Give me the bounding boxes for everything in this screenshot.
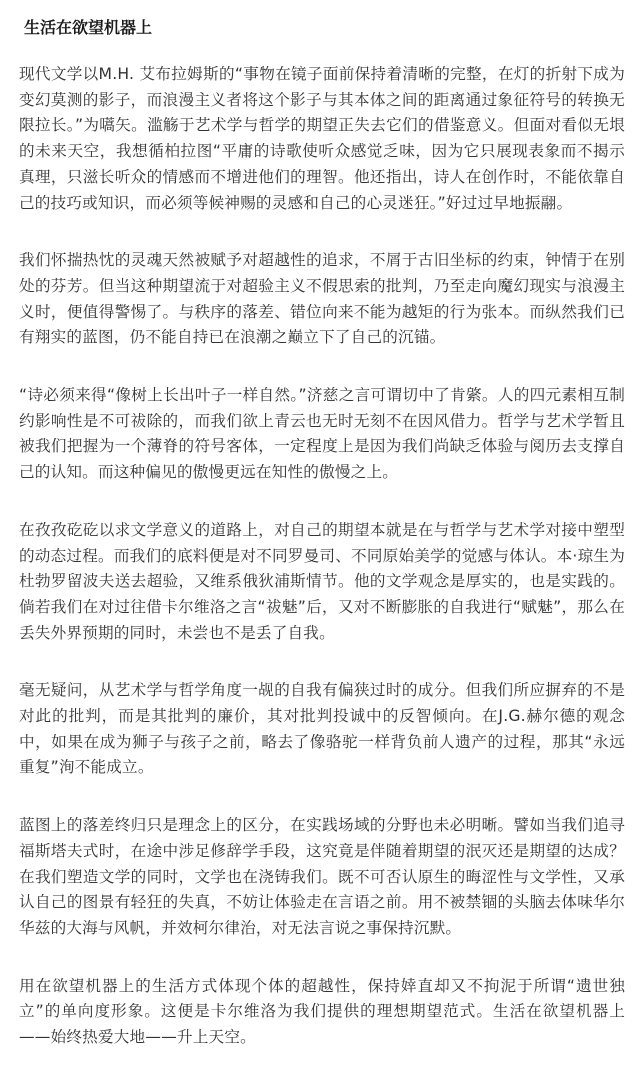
paragraph-6: 蓝图上的落差终归只是理念上的区分，在实践场域的分野也未必明晰。譬如当我们追寻福斯塔夫式时，在途中涉足修辞学手段，这究竟是伴随着期望的泯灭还是期望的达成？在我们塑造文学的同时，文学也在浇铸我们。既不可否认原生的晦涩性与文学性，又承认自己的图景有轻狂的失真，不妨让体验走在言语之前。用不被禁锢的头脑去体味华尔华兹的大海与风帆，并效柯尔律治，对无法言说之事保持沉默。 [19,816,625,937]
paragraph-4: 在孜孜矻矻以求文学意义的道路上，对自己的期望本就是在与哲学与艺术学对接中塑型的动态过程。而我们的底料便是对不同罗曼司、不同原始美学的觉感与体认。本·琼生为杜勃罗留波夫送去超验，又维系俄狄浦斯情节。他的文学观念是厚实的，也是实践的。倘若我们在对过往借卡尔维洛之言“祓魅”后，又对不断膨胀的自我进行“赋魅”，那么在丢失外界预期的同时，未尝也不是丢了自我。 [19,520,625,642]
paragraph-2: 我们怀揣热忱的灵魂天然被赋予对超越性的追求，不屑于古旧坐标的约束，钟情于在别处的芬芳。但当这种期望流于对超验主义不假思索的批判，乃至走向魔幻现实与浪漫主义时，便值得警惕了。与秩序的落差、错位向来不能为越矩的行为张本。而纵然我们已有翔实的蓝图，仍不能自持已在浪潮之巅立下了自己的沉锚。 [19,251,625,347]
article-title: 生活在欲望机器上 [24,18,153,37]
paragraph-7: 用在欲望机器上的生活方式体现个体的超越性，保持婞直却又不拘泥于所谓“遗世独立”的单向度形象。这便是卡尔维洛为我们提供的理想期望范式。生活在欲望机器上——始终热爱大地——升上天空。 [19,976,625,1047]
paragraph-1: 现代文学以M.H. 艾布拉姆斯的“事物在镜子面前保持着清晰的完整，在灯的折射下成为变幻莫测的影子，而浪漫主义者将这个影子与其本体之间的距离通过象征符号的转换无限拉长。”为嚆矢。滥觞于艺术学与哲学的期望正失去它们的借鉴意义。但面对看似无垠的未来天空，我想循柏拉图“平庸的诗歌使听众感觉乏味，因为它只展现表象而不揭示真理，只滋长听众的情感而不增进他们的理智。他还指出，诗人在创作时，不能依靠自己的技巧或知识，而必须等候神赐的灵感和自己的心灵迷狂。”好过过早地振翮。 [19,65,625,212]
article-body [19,62,625,1083]
paragraph-5: 毫无疑问，从艺术学与哲学角度一觇的自我有偏狭过时的成分。但我们所应摒弃的不是对此的批判，而是其批判的廉价，其对批判投诚中的反智倾向。在J.G.赫尔德的观念中，如果在成为狮子与孩子之前，略去了像骆驼一样背负前人遗产的过程，那其“永远重复”洵不能成立。 [19,681,625,777]
paragraph-3: “诗必须来得“像树上长出叶子一样自然。”济慈之言可谓切中了肯綮。人的四元素相互制约影响性是不可祓除的，而我们欲上青云也无时无刻不在因风借力。哲学与艺术学暂且被我们把握为一个薄脊的符号客体，一定程度上是因为我们尚缺乏体验与阅历去支撑自己的认知。而这种偏见的傲慢更远在知性的傲慢之上。 [19,386,625,482]
